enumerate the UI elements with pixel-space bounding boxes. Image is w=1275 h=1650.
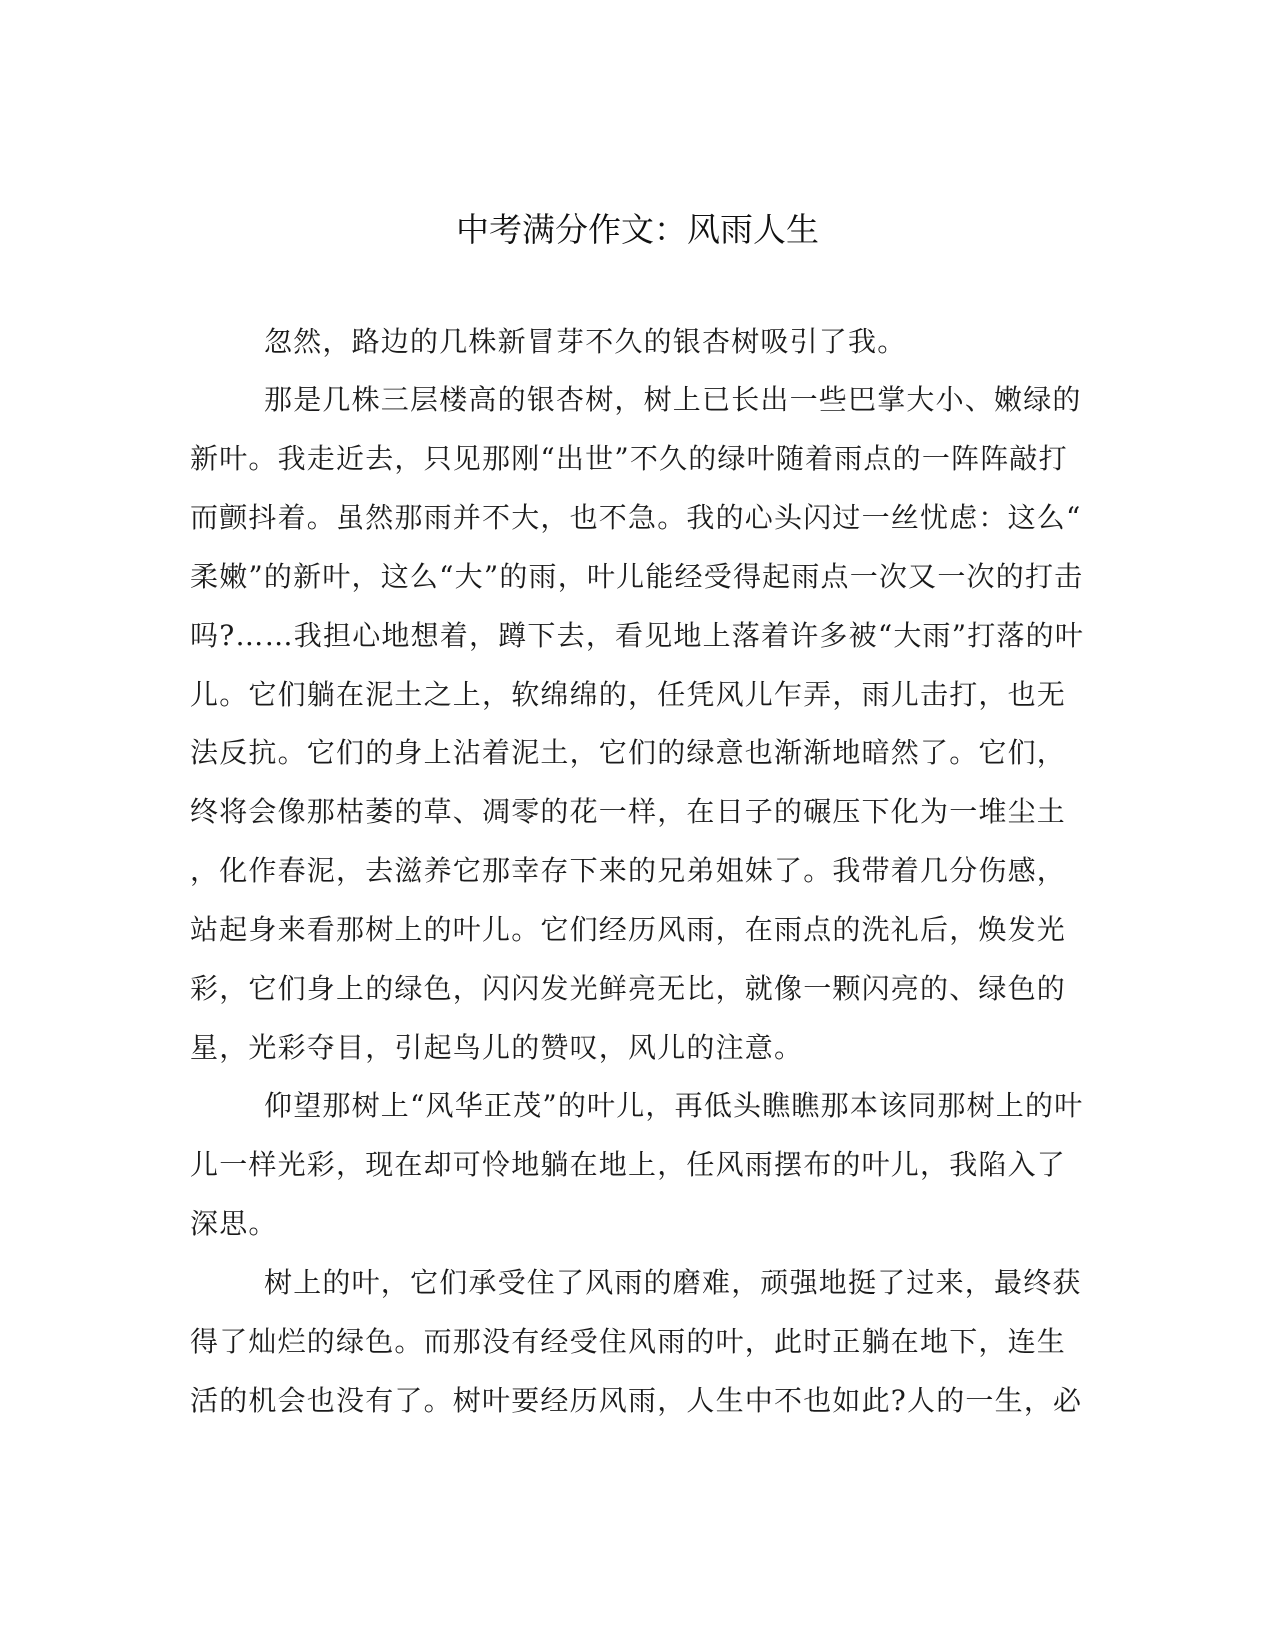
- text-line: 活的机会也没有了。树叶要经历风雨，人生中不也如此?人的一生，必: [190, 1384, 1083, 1417]
- text-line: 新叶。我走近去，只见那刚“出世”不久的绿叶随着雨点的一阵阵敲打: [190, 442, 1068, 475]
- text-line: 深思。: [190, 1207, 278, 1240]
- text-line: 仰望那树上“风华正茂”的叶儿，再低头瞧瞧那本该同那树上的叶: [264, 1089, 1084, 1122]
- text-line: 而颤抖着。虽然那雨并不大，也不急。我的心头闪过一丝忧虑：这么“: [190, 501, 1082, 534]
- text-line: 忽然，路边的几株新冒芽不久的银杏树吸引了我。: [264, 325, 907, 358]
- document-title: 中考满分作文：风雨人生: [456, 210, 819, 249]
- text-line: 儿一样光彩，现在却可怜地躺在地上，任风雨摆布的叶儿，我陷入了: [190, 1148, 1067, 1181]
- text-line: 彩，它们身上的绿色，闪闪发光鲜亮无比，就像一颗闪亮的、绿色的: [190, 972, 1067, 1005]
- text-line: 吗?……我担心地想着，蹲下去，看见地上落着许多被“大雨”打落的叶: [190, 619, 1085, 652]
- text-line: 站起身来看那树上的叶儿。它们经历风雨，在雨点的洗礼后，焕发光: [190, 913, 1067, 946]
- text-line: 终将会像那枯萎的草、凋零的花一样，在日子的碾压下化为一堆尘土: [190, 795, 1067, 828]
- text-line: 法反抗。它们的身上沾着泥土，它们的绿意也渐渐地暗然了。它们，: [190, 736, 1067, 769]
- text-line: 那是几株三层楼高的银杏树，树上已长出一些巴掌大小、嫩绿的: [264, 383, 1082, 416]
- text-line: 树上的叶，它们承受住了风雨的磨难，顽强地挺了过来，最终获: [264, 1266, 1082, 1299]
- text-line: 星，光彩夺目，引起鸟儿的赞叹，风儿的注意。: [190, 1031, 804, 1064]
- text-line: 柔嫩”的新叶，这么“大”的雨，叶儿能经受得起雨点一次又一次的打击: [190, 560, 1084, 593]
- text-line: 儿。它们躺在泥土之上，软绵绵的，任凭风儿乍弄，雨儿击打，也无: [190, 678, 1067, 711]
- text-line: ，化作春泥，去滋养它那幸存下来的兄弟姐妹了。我带着几分伤感，: [190, 854, 1067, 887]
- text-line: 得了灿烂的绿色。而那没有经受住风雨的叶，此时正躺在地下，连生: [190, 1325, 1067, 1358]
